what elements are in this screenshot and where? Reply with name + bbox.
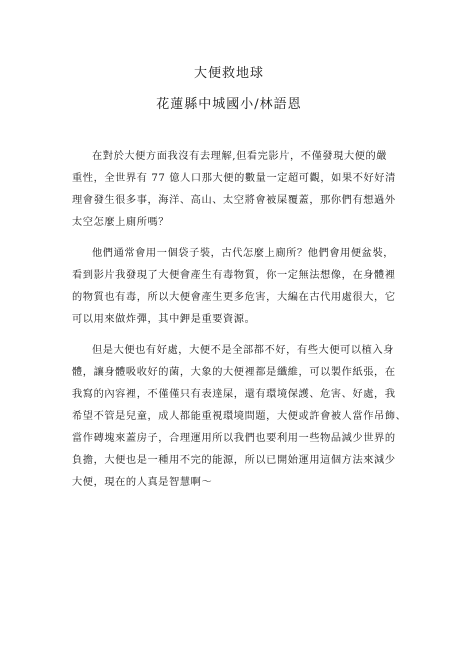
paragraph-line: 大便，現在的人真是智慧啊～ bbox=[72, 477, 213, 488]
paragraph-line: 我寫的內容裡，不僅僅只有表達屎，還有環境保護、危害、好處，我 bbox=[72, 389, 396, 400]
paragraph-3 bbox=[72, 340, 407, 494]
paragraph-line: 看到影片我發現了大便會產生有毒物質，你一定無法想像，在身體裡 bbox=[72, 270, 396, 281]
document-title: 大便救地球 bbox=[193, 66, 264, 81]
paragraph-line: 體，讓身體吸收好的菌，大象的大便裡都是纖維，可以製作紙張，在 bbox=[72, 367, 396, 378]
document-body bbox=[72, 146, 407, 494]
paragraph-gap bbox=[72, 234, 392, 243]
paragraph-line: 理會發生很多事，海洋、高山、太空將會被屎覆蓋，那你們有想過外 bbox=[72, 195, 396, 206]
paragraph-line: 的物質也有毒，所以大便會產生更多危害，大編在古代用處很大，它 bbox=[72, 292, 396, 303]
paragraph-2 bbox=[72, 243, 396, 331]
paragraph-line: 但是大便也有好處，大便不是全部都不好，有些大便可以植入身 bbox=[92, 345, 395, 356]
paragraph-line: 在對於大便方面我沒有去理解,但看完影片，不僅發現大便的嚴 bbox=[92, 151, 388, 162]
paragraph-line: 負擔，大便也是一種用不完的能源，所以已開始運用這個方法來減少 bbox=[72, 455, 396, 466]
paragraph-line: 太空怎麼上廁所嗎？ bbox=[72, 217, 170, 228]
document-author: 花蓮縣中城國小/林語恩 bbox=[156, 97, 302, 112]
paragraph-gap bbox=[72, 331, 392, 340]
paragraph-line: 重性，全世界有 77 億人口那大便的數量一定超可觀，如果不好好清 bbox=[72, 173, 396, 184]
paragraph-1 bbox=[72, 146, 396, 234]
paragraph-line: 當作磚塊來蓋房子，合理運用所以我們也要利用一些物品減少世界的 bbox=[72, 433, 396, 444]
paragraph-line: 他們通常會用一個袋子裝，古代怎麼上廁所？他們會用便盆裝， bbox=[92, 248, 395, 259]
paragraph-line: 可以用來做炸彈，其中鉀是重要資源。 bbox=[72, 314, 256, 325]
paragraph-line: 希望不管是兒童，成人都能重視環境問題，大便或許會被人當作吊飾、 bbox=[72, 411, 407, 422]
